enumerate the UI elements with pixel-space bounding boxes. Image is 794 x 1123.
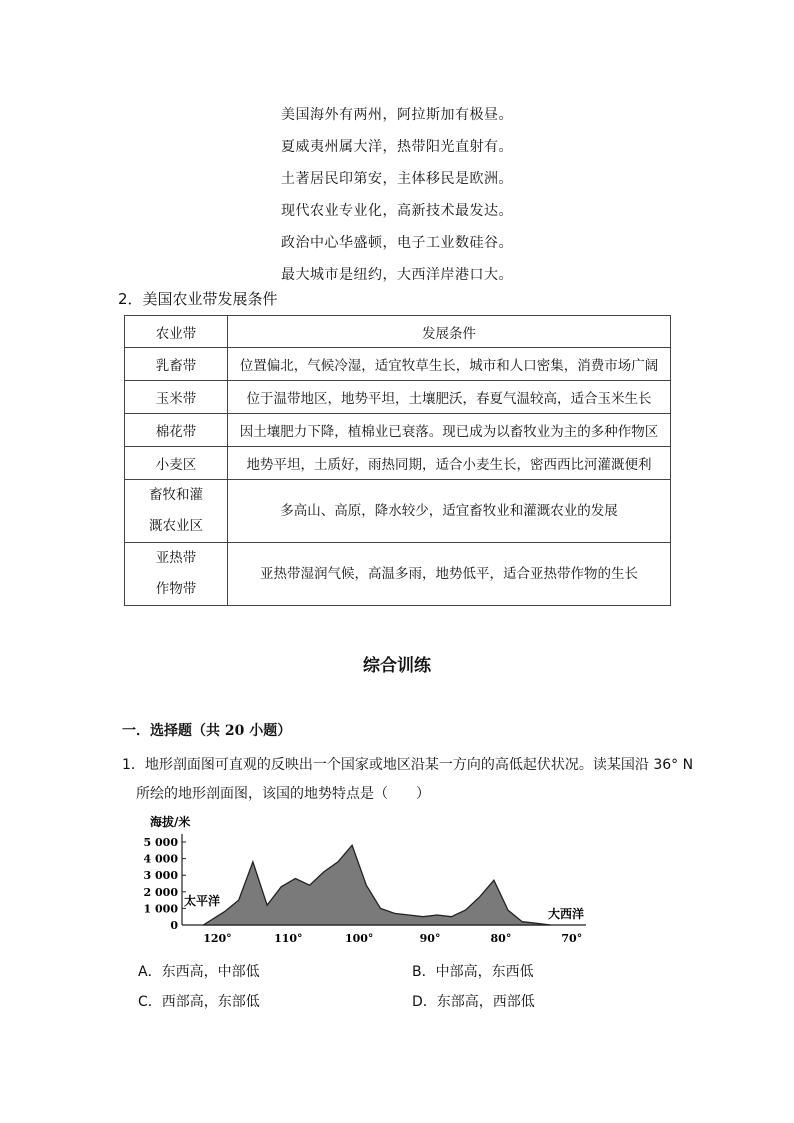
header-belt: 农业带	[125, 316, 228, 348]
table-row	[125, 414, 671, 447]
x-tick-label: 110°	[274, 932, 303, 945]
condition-cell: 因土壤肥力下降，植棉业已衰落。现已成为以畜牧业为主的多种作物区	[228, 414, 671, 447]
table-header-row	[125, 316, 671, 348]
x-tick-label: 70°	[561, 932, 583, 945]
option-c[interactable]: C．西部高，东部低	[138, 994, 260, 1010]
option-b[interactable]: B．中部高，东西低	[412, 964, 534, 980]
condition-cell: 地势平坦，土质好，雨热同期，适合小麦生长，密西西比河灌溉便利	[228, 447, 671, 480]
condition-cell: 位于温带地区，地势平坦，土壤肥沃，春夏气温较高，适合玉米生长	[228, 381, 671, 414]
y-axis-label: 海拔/米	[150, 815, 191, 829]
poem-line: 美国海外有两州，阿拉斯加有极昼。	[281, 107, 513, 123]
table-row	[125, 480, 671, 543]
agriculture-table	[124, 315, 671, 606]
question-line: 1．地形剖面图可直观的反映出一个国家或地区沿某一方向的高低起伏状况。读某国沿 36° N	[122, 757, 694, 773]
question-line: 所绘的地形剖面图，该国的地势特点是（ ）	[136, 786, 430, 802]
x-tick-label: 100°	[344, 932, 374, 945]
poem-line: 最大城市是纽约，大西洋岸港口大。	[281, 267, 513, 283]
poem	[0, 99, 794, 291]
question-1	[122, 751, 702, 809]
section-title: 2．美国农业带发展条件	[118, 290, 278, 308]
x-tick-label: 120°	[203, 932, 232, 945]
belt-line: 亚热带	[155, 550, 197, 566]
poem-line: 土著居民印第安，主体移民是欧洲。	[281, 171, 513, 187]
x-tick-label: 80°	[490, 932, 512, 945]
y-tick-label: 5 000	[143, 836, 178, 849]
header-condition: 发展条件	[228, 316, 671, 348]
x-tick-label: 90°	[419, 932, 441, 945]
belt-cell: 乳畜带	[125, 348, 228, 381]
y-tick-label: 1 000	[143, 902, 178, 916]
poem-line: 夏威夷州属大洋，热带阳光直射有。	[281, 139, 513, 155]
terrain-profile-chart	[138, 812, 598, 952]
belt-cell: 棉花带	[125, 414, 228, 447]
annotation-pacific: 太平洋	[184, 894, 221, 908]
table-row	[125, 348, 671, 381]
part-title: 一．选择题（共 20 小题）	[122, 723, 292, 739]
belt-cell	[125, 543, 228, 606]
table-row	[125, 381, 671, 414]
belt-line: 溉农业区	[149, 518, 203, 534]
poem-line: 政治中心华盛顿，电子工业数硅谷。	[281, 235, 513, 251]
option-d[interactable]: D．东部高，西部低	[412, 994, 535, 1010]
belt-cell: 小麦区	[125, 447, 228, 480]
y-tick-label: 2 000	[143, 885, 178, 899]
heading: 综合训练	[363, 656, 431, 676]
y-tick-label: 4 000	[143, 852, 178, 866]
annotation-atlantic: 大西洋	[548, 907, 585, 921]
condition-cell: 位置偏北，气候冷湿，适宜牧草生长，城市和人口密集，消费市场广阔	[228, 348, 671, 381]
poem-line: 现代农业专业化，高新技术最发达。	[281, 203, 513, 219]
table-row	[125, 447, 671, 480]
belt-cell	[125, 480, 228, 543]
option-a[interactable]: A．东西高，中部低	[138, 964, 260, 980]
belt-line: 畜牧和灌	[149, 487, 203, 503]
terrain-area	[203, 845, 550, 925]
belt-line: 作物带	[155, 581, 197, 597]
condition-cell: 多高山、高原，降水较少，适宜畜牧业和灌溉农业的发展	[228, 480, 671, 543]
belt-cell: 玉米带	[125, 381, 228, 414]
y-tick-label: 0	[170, 919, 178, 932]
table-row	[125, 543, 671, 606]
condition-cell: 亚热带湿润气候，高温多雨，地势低平，适合亚热带作物的生长	[228, 543, 671, 606]
y-tick-label: 3 000	[143, 869, 178, 883]
